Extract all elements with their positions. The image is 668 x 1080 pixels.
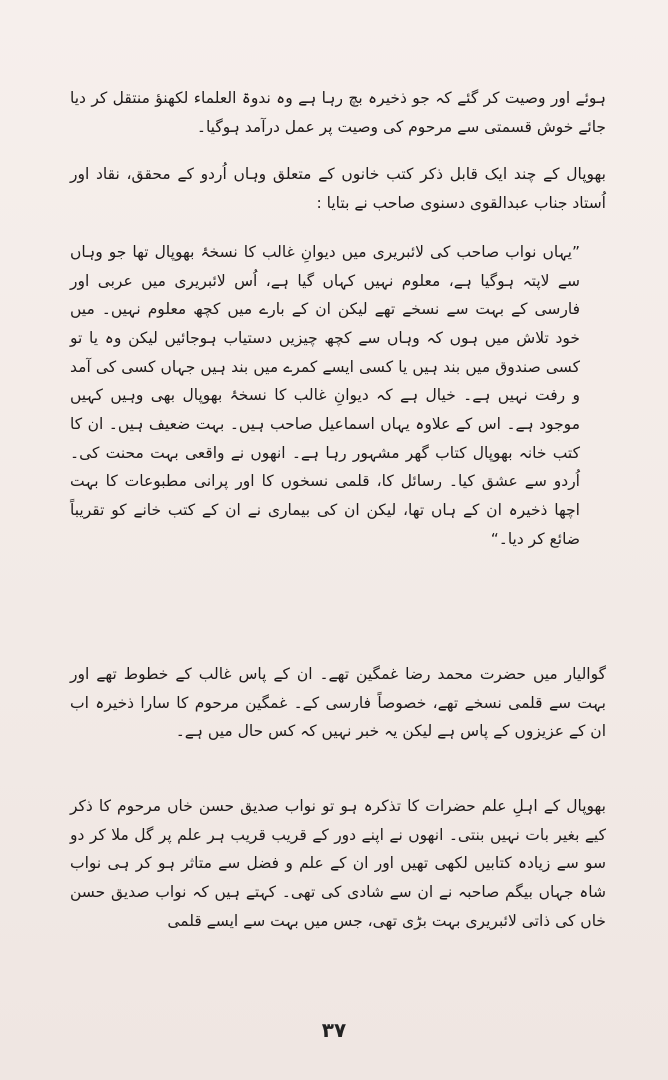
page-number: ۳۷ <box>321 1018 347 1042</box>
quoted-paragraph: ”یہاں نواب صاحب کی لائبریری میں دیوانِ غالب کا نسخۂ بھوپال تھا جو وہاں سے لاپتہ ہوگیا ہے، معلوم نہیں کہاں گیا ہے، اُس لائبریری میں عربی اور فارسی کے بہت سے نسخے تھے لیکن ان کے بارے میں کچھ معلوم نہیں۔ میں خود تلاش میں ہوں کہ وہاں سے کچھ چیزیں دستیاب ہوجائیں لیکن وہ یا تو کسی صندوق میں بند ہیں یا کسی ایسے کمرے میں بند ہیں جہاں کسی کی آمد و رفت نہیں ہے۔ خیال ہے کہ دیوانِ غالب کا نسخۂ بھوپال بھی وہیں کہیں موجود ہے۔ اس کے علاوہ یہاں اسماعیل صاحب ہیں۔ بہت ضعیف ہیں۔ ان کا کتب خانہ بھوپال کتاب گھر مشہور رہا ہے۔ انھوں نے واقعی بہت محنت کی۔ اُردو سے عشق کیا۔ رسائل کا، قلمی نسخوں کا اور پرانی مطبوعات کا بہت اچھا ذخیرہ ان کے ہاں تھا، لیکن ان کی بیماری نے ان کے کتب خانے کو تقریباً ضائع کر دیا۔“ <box>70 243 580 548</box>
paragraph-1: ہوئے اور وصیت کر گئے کہ جو ذخیرہ بچ رہا ہے وہ ندوۃ العلماء لکھنؤ منتقل کر دیا جائے خوش قسمتی سے مرحوم کی وصیت پر عمل درآمد ہوگیا۔ <box>70 89 606 136</box>
paragraph-5: بھوپال کے اہلِ علم حضرات کا تذکرہ ہو تو نواب صدیق حسن خاں مرحوم کا ذکر کیے بغیر بات نہیں بنتی۔ انھوں نے اپنے دور کے قریب قریب ہر علم پر گل ملا کر دو سو سے زیادہ کتابیں لکھی تھیں اور ان کے علم و فضل سے متاثر ہو کر ہی نواب شاہ جہاں بیگم صاحبہ نے ان سے شادی کی تھی۔ کہتے ہیں کہ نواب صدیق حسن خاں کی ذاتی لائبریری بہت بڑی تھی، جس میں بہت سے ایسے قلمی <box>70 797 606 930</box>
paragraph-2: بھوپال کے چند ایک قابل ذکر کتب خانوں کے متعلق وہاں اُردو کے محقق، نقاد اور اُستاد جناب عبدالقوی دسنوی صاحب نے بتایا : <box>70 165 606 212</box>
paragraph-4: گوالیار میں حضرت محمد رضا غمگین تھے۔ ان کے پاس غالب کے خطوط تھے اور بہت سے قلمی نسخے تھے، خصوصاً فارسی کے۔ غمگین مرحوم کا سارا ذخیرہ اب ان کے عزیزوں کے پاس ہے لیکن یہ خبر نہیں کہ کس حال میں ہے۔ <box>70 665 606 741</box>
